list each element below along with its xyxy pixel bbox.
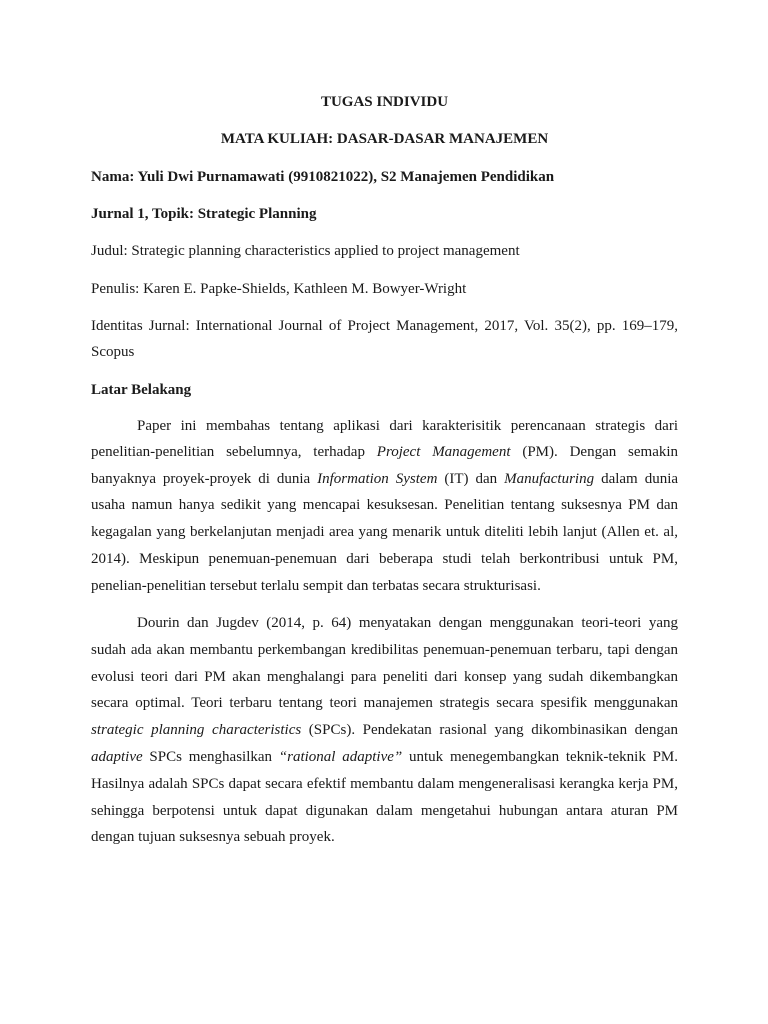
paragraph-line: penelitian-penelitian sebelumnya, terhadap Project Management (PM). Dengan semakin <box>91 444 679 460</box>
paragraph-line: Hasilnya adalah SPCs dapat secara efektif membantu dalam mengeneralisasi kerangka kerja PM, <box>91 776 678 792</box>
document-title: TUGAS INDIVIDU <box>320 94 449 110</box>
paragraph-line: Dourin dan Jugdev (2014, p. 64) menyatakan dengan menggunakan teori-teori yang <box>137 615 678 631</box>
course-title: MATA KULIAH: DASAR-DASAR MANAJEMEN <box>220 131 549 147</box>
student-name: Nama: Yuli Dwi Purnamawati (9910821022), S2 Manajemen Pendidikan <box>91 169 555 185</box>
paragraph-line: adaptive SPCs menghasilkan “rational adaptive” untuk menegembangkan teknik-teknik PM. <box>91 749 679 765</box>
paragraph-line: strategic planning characteristics (SPCs). Pendekatan rasional yang dikombinasikan dengan <box>91 722 679 738</box>
paragraph-line: Paper ini membahas tentang aplikasi dari karakterisitik perencanaan strategis dari <box>137 418 678 434</box>
paragraph-line: evolusi teori dari PM akan menghalangi para peneliti dari konsep yang sudah dikembangkan <box>91 669 678 685</box>
paragraph-line: usaha namun hanya sedikit yang mencapai kesuksesan. Penelitian tentang suksesnya PM dan <box>91 497 678 513</box>
paragraph-line: kegagalan yang berkelanjutan menjadi area yang menarik untuk diteliti lebih lanjut (Allen et. al, <box>91 524 678 540</box>
paragraph-line: sehingga berpotensi untuk dapat digunakan dalam mengetahui hubungan antara aturan PM <box>91 803 678 819</box>
section-heading: Latar Belakang <box>91 382 192 398</box>
paragraph-line: 2014). Meskipun penemuan-penemuan dari beberapa studi telah berkontribusi untuk PM, <box>91 551 678 567</box>
paragraph-line: banyaknya proyek-proyek di dunia Information System (IT) dan Manufacturing dalam dunia <box>91 471 679 487</box>
journal-topic: Jurnal 1, Topik: Strategic Planning <box>91 206 317 222</box>
journal-identity-cont: Scopus <box>91 344 135 360</box>
paper-authors: Penulis: Karen E. Papke-Shields, Kathleen M. Bowyer-Wright <box>91 281 467 297</box>
paragraph-line: penelian-penelitian tersebut terlalu sempit dan terbatas secara strukturisasi. <box>91 578 541 594</box>
paper-title: Judul: Strategic planning characteristics applied to project management <box>91 243 520 259</box>
paragraph-line: sudah ada akan membantu perkembangan kredibilitas penemuan-penemuan terbaru, tapi dengan <box>91 642 678 658</box>
paragraph-line: dengan tujuan suksesnya sebuah proyek. <box>91 829 335 845</box>
paragraph-line: secara optimal. Teori terbaru tentang teori manajemen strategis secara spesifik menggunakan <box>91 695 678 711</box>
journal-identity: Identitas Jurnal: International Journal of Project Management, 2017, Vol. 35(2), pp. 169–179, <box>91 318 678 334</box>
